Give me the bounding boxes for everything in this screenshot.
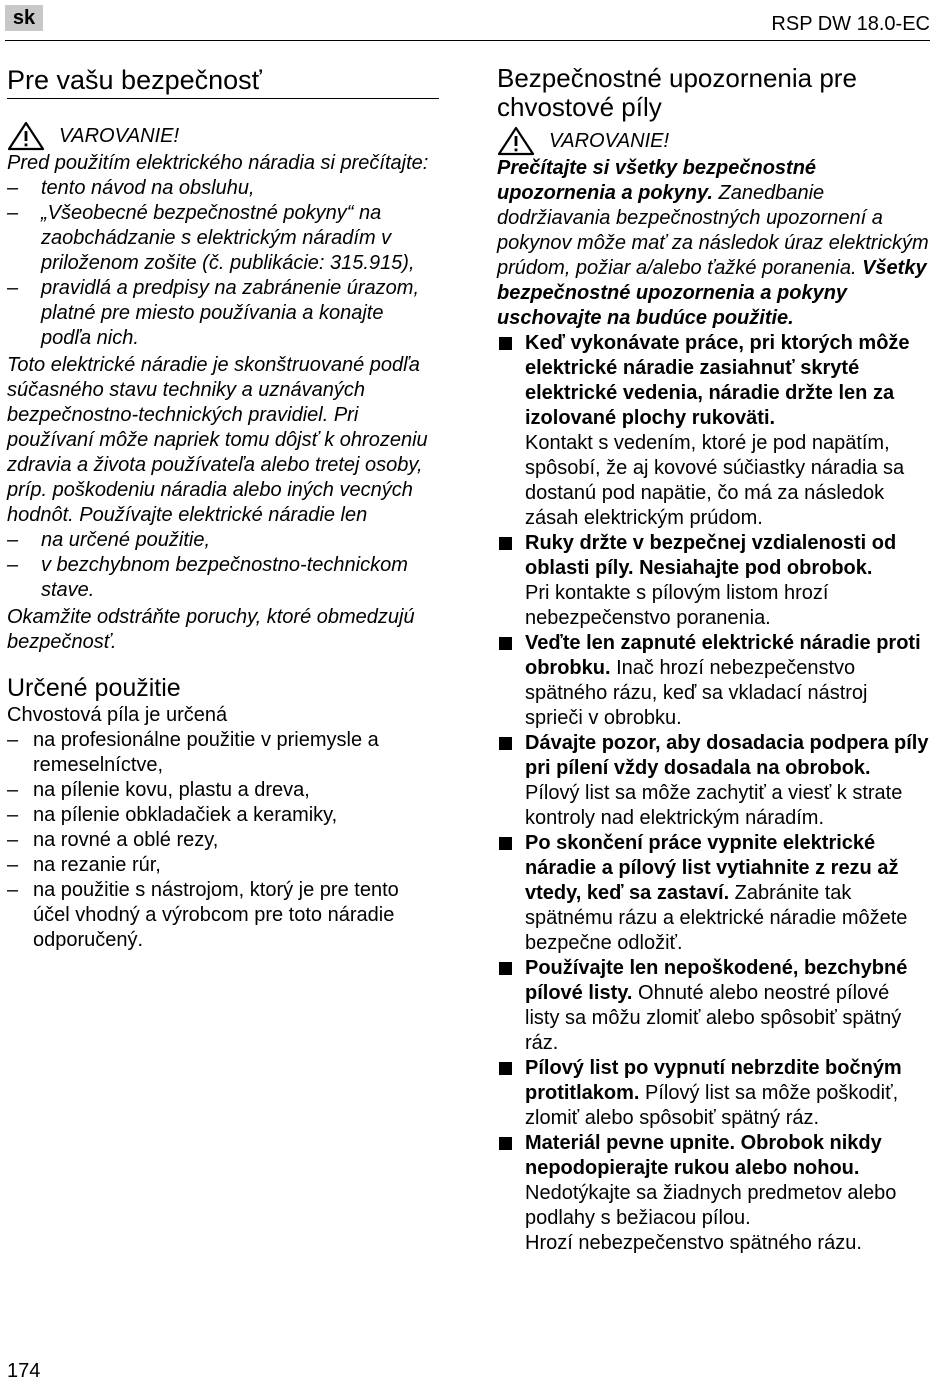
header-rule — [5, 40, 930, 41]
warning-triangle-icon — [7, 121, 45, 151]
read-intro: Pred použitím elektrického náradia si prečítajte: — [7, 152, 429, 174]
closing-note: Okamžite odstráňte poruchy, ktoré obmedzujú bezpečnosť. — [7, 606, 415, 653]
list-item: – na rovné a oblé rezy, — [7, 828, 439, 853]
warning-label: VAROVANIE! — [59, 124, 180, 147]
list-item — [497, 731, 929, 831]
list-item — [497, 331, 929, 531]
model-name: RSP DW 18.0-EC — [771, 13, 930, 35]
item-text: Pílový list sa môže poškodiť, zlomiť alebo spôsobiť spätný ráz. — [525, 1082, 899, 1129]
left-column — [7, 64, 439, 953]
page-number: 174 — [7, 1360, 41, 1382]
language-tab: sk — [5, 5, 43, 31]
item-bold: Dávajte pozor, aby dosadacia podpera píly pri pílení vždy dosadala na obrobok. — [525, 732, 929, 779]
bullet-square-icon — [499, 637, 512, 650]
read-list — [7, 176, 439, 351]
list-item: – pravidlá a predpisy na zabránenie úrazom, platné pre miesto používania a konajte podľa nich. — [7, 276, 439, 351]
list-item: – „Všeobecné bezpečnostné pokyny“ na zaobchádzanie s elektrickým náradím v priloženom zošite (č. publikácie: 315.915), — [7, 201, 439, 276]
warning-row — [497, 126, 929, 156]
saw-safety-heading: Bezpečnostné upozornenia pre chvostové píly — [497, 63, 857, 122]
warning-label: VAROVANIE! — [549, 129, 670, 152]
bullet-square-icon — [499, 737, 512, 750]
list-item — [497, 1056, 929, 1131]
bullet-square-icon — [499, 1062, 512, 1075]
bullet-square-icon — [499, 837, 512, 850]
safety-paragraph: Toto elektrické náradie je skonštruované podľa súčasného stavu techniky a uznávaných bezpečnostno-technických pravidiel. Pri používaní môže napriek tomu dôjsť k ohrozeniu zdravia a života používateľa alebo tretej osoby, príp. poškodeniu náradia alebo iných vecných hodnôt. Používajte elektrické náradie len — [7, 354, 428, 526]
item-text: Zabránite tak spätnému rázu a elektrické náradie môžete bezpečne odložiť. — [525, 882, 908, 954]
bullet-square-icon — [499, 537, 512, 550]
right-column — [497, 64, 929, 1256]
saw-safety-lead — [497, 156, 929, 331]
list-item: – na pílenie obkladačiek a keramiky, — [7, 803, 439, 828]
use-conditions-list — [7, 528, 439, 603]
warning-row — [7, 121, 439, 151]
item-text: Inač hrozí nebezpečenstvo spätného rázu, keď sa vkladací nástroj sprieči v obrobku. — [525, 657, 868, 729]
bullet-square-icon — [499, 962, 512, 975]
saw-safety-list — [497, 331, 929, 1256]
list-item: – v bezchybnom bezpečnostno-technickom stave. — [7, 553, 439, 603]
item-bold: Materiál pevne upnite. Obrobok nikdy nepodopierajte rukou alebo nohou. — [525, 1132, 882, 1179]
intended-use-list — [7, 728, 439, 953]
intended-use-intro: Chvostová píla je určená — [7, 704, 228, 726]
item-text: Ohnuté alebo neostré pílové listy sa môžu zlomiť alebo spôsobiť spätný ráz. — [525, 982, 902, 1054]
item-bold: Pílový list po vypnutí nebrzdite bočným protitlakom. — [525, 1057, 902, 1104]
list-item: – na profesionálne použitie v priemysle a remeselníctve, — [7, 728, 439, 778]
list-item: – na pílenie kovu, plastu a dreva, — [7, 778, 439, 803]
lead-bold: Prečítajte si všetky bezpečnostné upozornenia a pokyny. — [497, 157, 817, 204]
item-bold: Ruky držte v bezpečnej vzdialenosti od oblasti píly. Nesiahajte pod obrobok. — [525, 532, 897, 579]
item-bold: Používajte len nepoškodené, bezchybné pílové listy. — [525, 957, 908, 1004]
list-item — [497, 531, 929, 631]
item-text: Nedotýkajte sa žiadnych predmetov alebo podlahy s bežiacou pílou. — [525, 1182, 897, 1229]
list-item — [497, 956, 929, 1056]
bullet-square-icon — [499, 1137, 512, 1150]
list-item: – na rezanie rúr, — [7, 853, 439, 878]
list-item: – na použitie s nástrojom, ktorý je pre tento účel vhodný a výrobcom pre toto náradie odporučený. — [7, 878, 439, 953]
lead-text: Zanedbanie dodržiavania bezpečnostných upozornení a pokynov môže mať za následok úraz elektrickým prúdom, požiar a/alebo ťažké poranenia. — [497, 182, 929, 279]
item-text: Pri kontakte s pílovým listom hrozí nebezpečenstvo poranenia. — [525, 582, 829, 629]
item-text-2: Hrozí nebezpečenstvo spätného rázu. — [525, 1232, 862, 1254]
item-text: Kontakt s vedením, ktoré je pod napätím, spôsobí, že aj kovové súčiastky náradia sa dostanú pod napätie, čo má za následok zásah elektrickým prúdom. — [525, 432, 905, 529]
safety-heading: Pre vašu bezpečnosť — [7, 64, 439, 99]
warning-triangle-icon — [497, 126, 535, 156]
list-item — [497, 831, 929, 956]
lead-bold-2: Všetky bezpečnostné upozornenia a pokyny uschovajte na budúce použitie. — [497, 257, 927, 329]
item-bold: Veďte len zapnuté elektrické náradie proti obrobku. — [525, 632, 921, 679]
intended-use-heading: Určené použitie — [7, 674, 181, 702]
list-item: – na určené použitie, — [7, 528, 439, 553]
item-bold: Po skončení práce vypnite elektrické náradie a pílový list vytiahnite z rezu až vtedy, keď sa zastaví. — [525, 832, 899, 904]
bullet-square-icon — [499, 337, 512, 350]
item-text: Pílový list sa môže zachytiť a viesť k strate kontroly nad elektrickým náradím. — [525, 782, 903, 829]
list-item: – tento návod na obsluhu, — [7, 176, 439, 201]
list-item — [497, 1131, 929, 1256]
item-bold: Keď vykonávate práce, pri ktorých môže elektrické náradie zasiahnuť skryté elektrické vedenia, náradie držte len za izolované plochy rukoväti. — [525, 332, 910, 429]
list-item — [497, 631, 929, 731]
